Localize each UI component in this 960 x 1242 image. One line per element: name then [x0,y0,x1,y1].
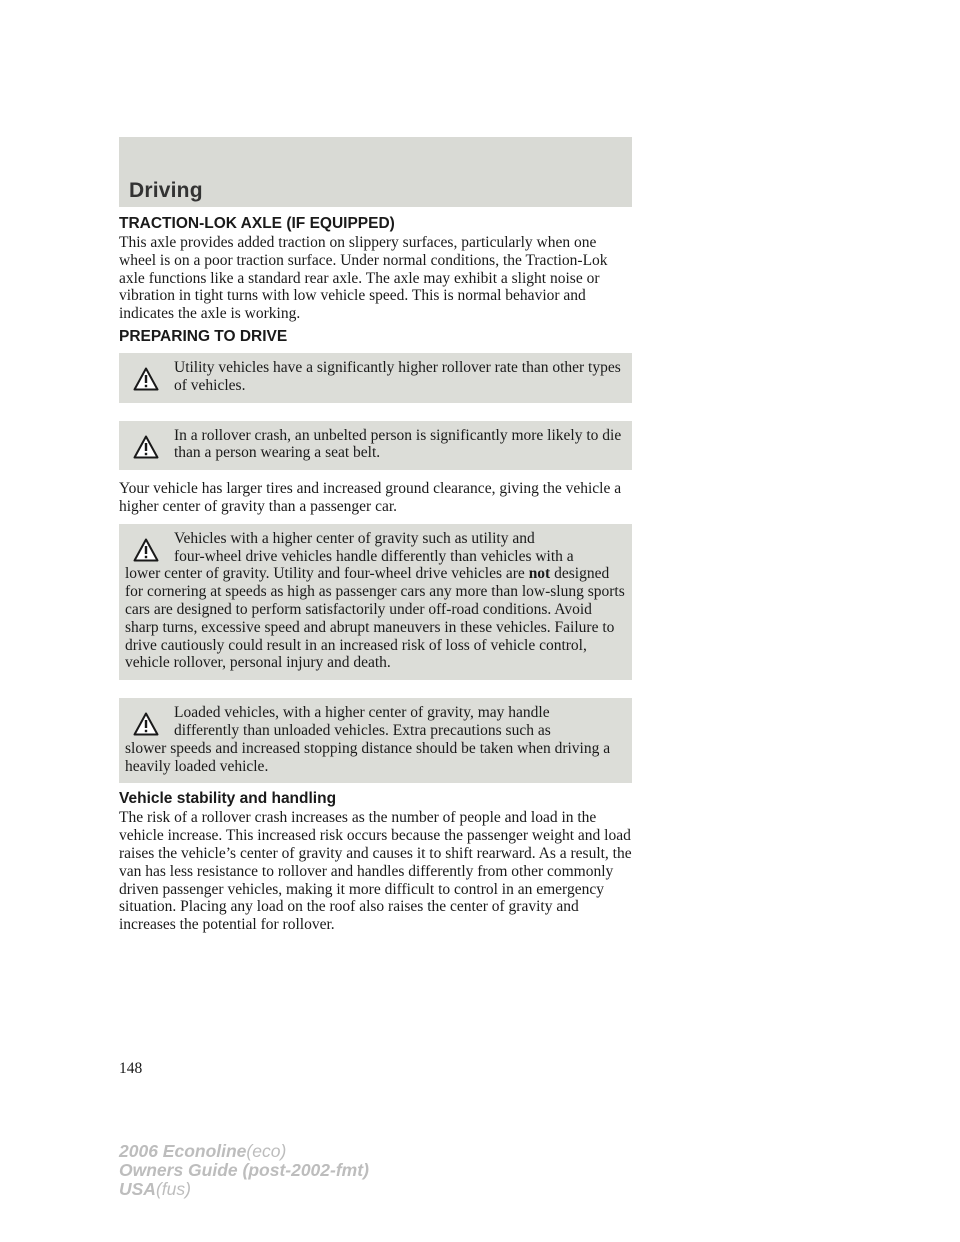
warning-text-part: lower center of gravity. Utility and four-wheel drive vehicles are [125,565,529,583]
warning-text-line: Loaded vehicles, with a higher center of gravity, may handle [174,704,550,722]
document-footer [119,1142,369,1199]
footer-line-2: Owners Guide (post-2002-fmt) [119,1160,369,1180]
warning-text-line: Vehicles with a higher center of gravity such as utility and [174,529,535,547]
vehicle-stability-paragraph: The risk of a rollover crash increases as the number of people and load in the vehicle increase. This increased risk occurs because the passenger weight and load raises the vehicle’s center of gravity and causes it to shift rearward. As a result, the van has less resistance to rollover and handles differently from other commonly driven passenger vehicles, making it more difficult to control in an emergency situation. Placing any load on the roof also raises the center of gravity and increases the potential for rollover. [119,809,632,934]
section-title: Driving [129,179,203,202]
warning-triangle-icon [133,538,159,562]
warning-box-center-of-gravity [119,524,632,680]
warning-text: In a rollover crash, an unbelted person is significantly more likely to die than a person wearing a seat belt. [174,426,622,462]
tires-paragraph: Your vehicle has larger tires and increased ground clearance, giving the vehicle a higher center of gravity than a passenger car. [119,480,622,515]
vehicle-stability-heading: Vehicle stability and handling [119,790,337,808]
emphasis-not: not [528,565,551,583]
footer-model-code: (eco) [246,1141,287,1161]
warning-text-part: designed for cornering at speeds as high as passenger cars any more than low-slung sports cars are designed to perform satisfactorily under off-road conditions. Avoid sharp turns, excessive speed and abrupt maneuvers in these vehicles. Failure to drive cautiously could result in an increased risk of loss of vehicle control, vehicle rollover, personal injury and death. [125,565,625,672]
page-number: 148 [119,1060,143,1077]
page-content [119,214,632,934]
traction-lok-heading: TRACTION-LOK AXLE (IF EQUIPPED) [119,215,395,232]
warning-text-line: four-wheel drive vehicles handle differently than vehicles with a [174,547,574,565]
footer-line-1 [119,1142,369,1161]
warning-text: Utility vehicles have a significantly higher rollover rate than other types of vehicles. [174,358,621,394]
warning-text [125,565,626,672]
warning-box-seat-belt [119,421,632,471]
footer-model: 2006 Econoline [119,1141,247,1161]
warning-triangle-icon [133,712,159,736]
warning-box-loaded-vehicles [119,698,632,783]
footer-line-3 [119,1180,369,1199]
warning-box-rollover-rate [119,353,632,403]
traction-lok-paragraph: This axle provides added traction on slippery surfaces, particularly when one wheel is on a poor traction surface. Under normal conditions, the Traction-Lok axle functions like a standard rear axle. The axle may exhibit a slight noise or vibration in tight turns with low vehicle speed. This is normal behavior and indicates the axle is working. [119,234,608,323]
warning-text: slower speeds and increased stopping distance should be taken when driving a heavily loaded vehicle. [125,739,611,775]
footer-region-code: (fus) [155,1179,191,1199]
warning-triangle-icon [133,435,159,459]
preparing-to-drive-heading: PREPARING TO DRIVE [119,327,288,345]
section-header-band [119,137,632,207]
warning-text-line: differently than unloaded vehicles. Extra precautions such as [174,721,551,739]
warning-triangle-icon [133,367,159,391]
footer-region: USA [119,1179,156,1199]
